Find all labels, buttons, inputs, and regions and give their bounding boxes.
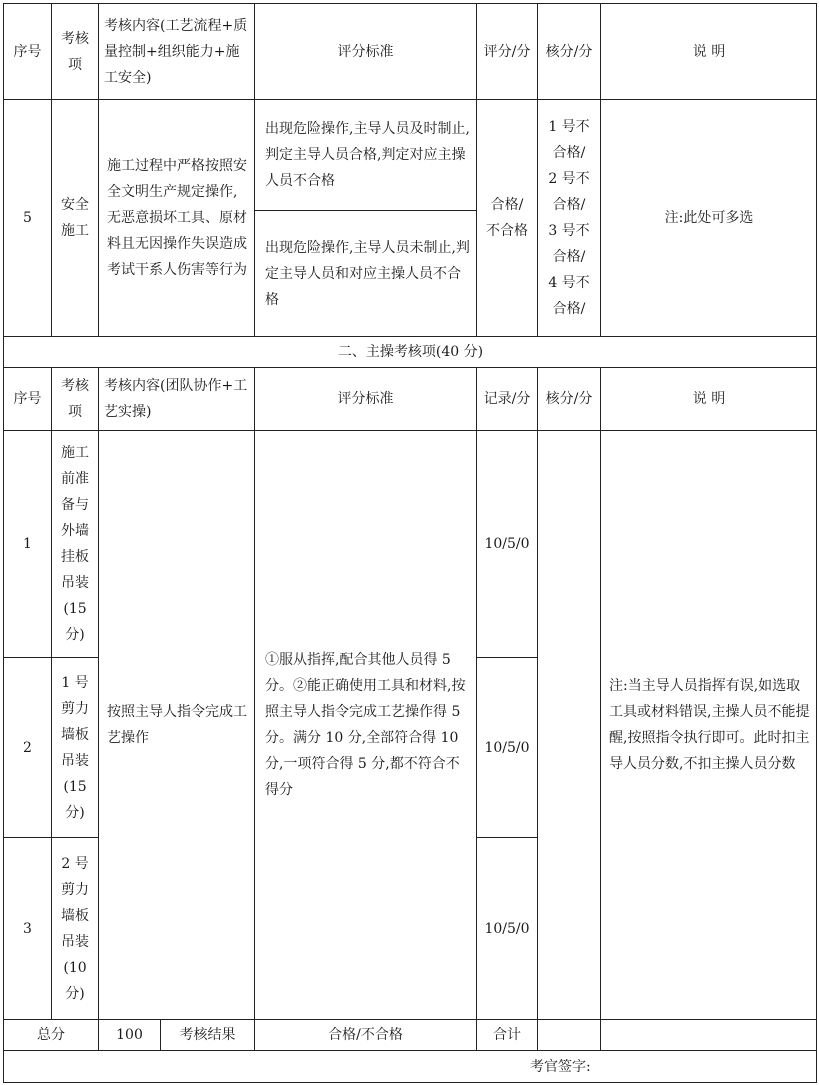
item-line: 吊装	[61, 752, 89, 769]
header2-no: 序号	[13, 391, 42, 407]
check-line: 4 号不	[548, 275, 590, 291]
header-score: 评分/分	[483, 43, 531, 60]
item-line: 墙板	[61, 907, 89, 924]
sum-label: 合计	[493, 1027, 521, 1043]
header-note: 说 明	[692, 43, 726, 60]
header2-item: 考核项	[61, 378, 89, 420]
item-line: 分)	[65, 985, 85, 1002]
item-line: (15	[63, 601, 87, 617]
header-check: 核分/分	[545, 43, 593, 60]
result-value: 合格/不合格	[328, 1027, 403, 1043]
total-value: 100	[116, 1027, 143, 1043]
row2-item	[52, 658, 98, 837]
item-line: 剪力	[61, 700, 89, 717]
item-line: 分)	[65, 804, 85, 821]
header-item: 考核项	[61, 30, 89, 73]
section2-note: 注:当主导人员指挥有误,如选取工具或材料错误,主操人员不能提醒,按照指令执行即可。此时扣主导人员分数,不扣主操人员分数	[609, 678, 810, 772]
check-line: 合格/	[552, 249, 586, 265]
row5-criteria-b: 出现危险操作,主导人员未制止,判定主导人员和对应主操人员不合格	[265, 239, 470, 308]
check-line: 1 号不	[548, 119, 590, 135]
row3-no: 3	[23, 920, 32, 937]
item-line: 施工	[61, 445, 89, 461]
item-line: 备与	[61, 497, 89, 513]
examiner-signature: 考官签字:	[530, 1059, 591, 1075]
header2-criteria: 评分标准	[337, 391, 394, 407]
row5-no: 5	[23, 210, 32, 226]
row3-item	[52, 838, 98, 1019]
row5-item: 安全施工	[61, 197, 89, 239]
section2-criteria: ①服从指挥,配合其他人员得 5 分。②能正确使用工具和材料,按照主导人指令完成工艺操作得 5 分。满分 10 分,全部符合得 10 分,一项符合得 5 分,都不符合不得分	[265, 652, 466, 798]
item-line: 墙板	[61, 726, 89, 743]
item-line: (15	[63, 778, 87, 795]
item-line: (10	[63, 959, 87, 976]
item-line: 吊装	[61, 575, 89, 591]
header2-content: 考核内容(团队协作+工艺实操)	[104, 378, 248, 420]
header-no: 序号	[13, 43, 42, 60]
header-criteria: 评分标准	[337, 43, 394, 60]
item-line: 前准	[61, 471, 89, 487]
row2-record: 10/5/0	[484, 739, 530, 756]
check-line: 2 号不	[548, 171, 590, 187]
item-line: 分)	[65, 627, 85, 643]
item-line: 2 号	[61, 855, 89, 872]
header-content: 考核内容(工艺流程+质量控制+组织能力+施工安全)	[104, 17, 248, 86]
check-line: 合格/	[552, 197, 586, 213]
total-note	[601, 1020, 817, 1050]
item-line: 外墙	[61, 523, 89, 539]
check-line: 3 号不	[548, 223, 590, 239]
row5-check	[538, 100, 600, 336]
row1-record: 10/5/0	[484, 536, 530, 552]
section2-check	[538, 431, 600, 1019]
item-line: 吊装	[61, 933, 89, 950]
row3-record: 10/5/0	[484, 920, 530, 937]
total-label: 总分	[37, 1027, 65, 1043]
section2-content: 按照主导人指令完成工艺操作	[107, 704, 247, 746]
row5-note: 注:此处可多选	[664, 210, 754, 226]
row5-score: 合格/不合格	[486, 197, 528, 239]
header2-record: 记录/分	[483, 391, 531, 407]
row5-criteria-a: 出现危险操作,主导人员及时制止,判定主导人员合格,判定对应主操人员不合格	[265, 121, 470, 189]
row2-no: 2	[23, 739, 32, 756]
header2-note: 说 明	[692, 391, 726, 407]
check-line: 合格/	[552, 301, 586, 317]
check-line: 合格/	[552, 145, 586, 161]
header2-check: 核分/分	[545, 391, 593, 407]
item-line: 1 号	[61, 674, 89, 691]
row1-no: 1	[23, 536, 32, 552]
item-line: 剪力	[61, 881, 89, 898]
sum-value	[538, 1020, 600, 1050]
row5-content: 施工过程中严格按照安全文明生产规定操作,无恶意损坏工具、原材料且无因操作失误造成考试干系人伤害等行为	[107, 158, 247, 278]
section2-title: 二、主操考核项(40 分)	[337, 344, 484, 360]
row1-item	[52, 431, 98, 657]
item-line: 挂板	[61, 549, 89, 565]
result-label: 考核结果	[179, 1027, 236, 1043]
